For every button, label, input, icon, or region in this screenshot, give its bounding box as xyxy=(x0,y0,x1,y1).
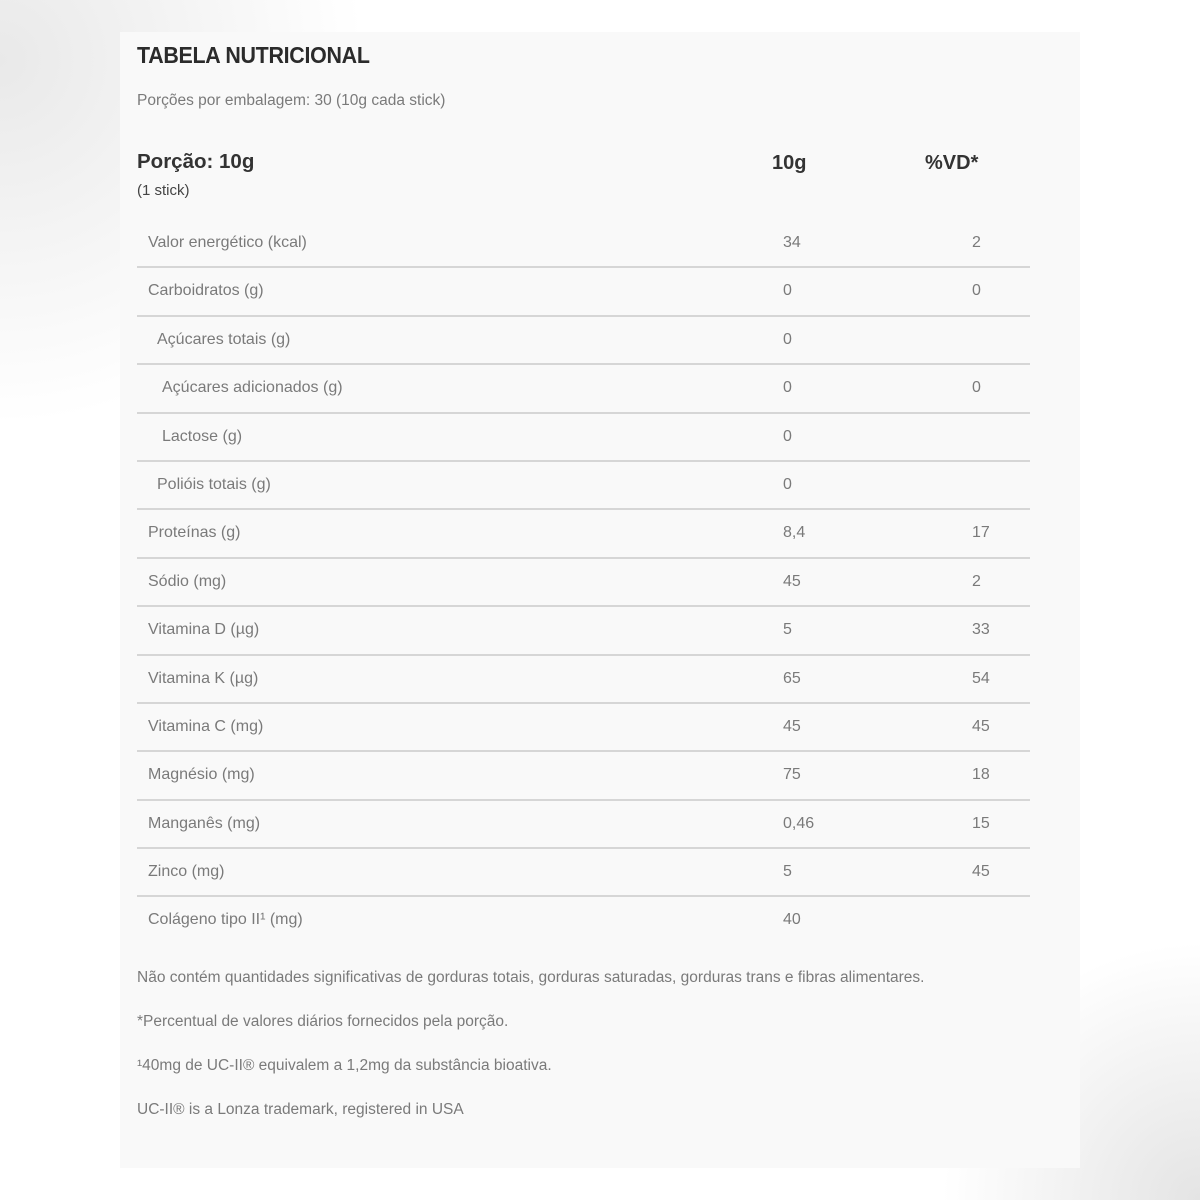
nutrition-panel xyxy=(120,32,1080,1168)
nutrient-label: Magnésio (mg) xyxy=(148,766,255,784)
portion-label: Porção: 10g xyxy=(137,150,255,173)
nutrient-amount: 40 xyxy=(783,911,801,929)
nutrient-amount: 34 xyxy=(783,234,801,251)
table-row xyxy=(137,752,1030,800)
nutrient-label: Valor energético (kcal) xyxy=(148,234,307,251)
nutrient-vd: 54 xyxy=(972,669,990,687)
table-row xyxy=(137,704,1030,752)
nutrient-label: Açúcares totais (g) xyxy=(157,330,291,348)
nutrient-vd: 2 xyxy=(972,572,981,590)
footnote-vd: *Percentual de valores diários fornecidos pela porção. xyxy=(137,1013,509,1030)
nutrient-label: Proteínas (g) xyxy=(148,524,241,542)
nutrient-vd: 15 xyxy=(972,814,990,832)
table-row xyxy=(137,317,1030,365)
table-row xyxy=(137,897,1030,945)
table-row xyxy=(137,607,1030,655)
table-row xyxy=(137,849,1030,897)
nutrient-label: Polióis totais (g) xyxy=(157,475,271,493)
nutrient-amount: 75 xyxy=(783,766,801,784)
nutrient-amount: 0 xyxy=(783,379,792,397)
nutrient-vd: 17 xyxy=(972,524,990,542)
table-row xyxy=(137,656,1030,704)
nutrient-label: Vitamina K (µg) xyxy=(148,669,259,687)
nutrient-vd: 18 xyxy=(972,766,990,784)
nutrient-vd: 0 xyxy=(972,282,981,300)
nutrient-vd: 45 xyxy=(972,717,990,735)
nutrient-vd: 33 xyxy=(972,621,990,639)
nutrition-table xyxy=(137,220,1030,946)
table-row xyxy=(137,462,1030,510)
nutrient-vd: 0 xyxy=(972,379,981,397)
nutrient-vd: 45 xyxy=(972,863,990,881)
nutrient-amount: 45 xyxy=(783,717,801,735)
nutrient-amount: 0 xyxy=(783,282,792,300)
nutrient-label: Vitamina D (µg) xyxy=(148,621,260,639)
nutrient-amount: 5 xyxy=(783,621,792,639)
portion-sub: (1 stick) xyxy=(137,182,190,199)
page-title: TABELA NUTRICIONAL xyxy=(137,42,370,68)
table-row xyxy=(137,220,1030,268)
footnote-not-significant: Não contém quantidades significativas de gorduras totais, gorduras saturadas, gorduras trans e fibras alimentares. xyxy=(137,969,925,986)
table-row xyxy=(137,365,1030,413)
nutrient-amount: 8,4 xyxy=(783,524,806,542)
column-header-amount: 10g xyxy=(772,152,807,174)
nutrient-label: Colágeno tipo II¹ (mg) xyxy=(148,911,303,929)
nutrient-label: Zinco (mg) xyxy=(148,863,225,881)
nutrient-label: Sódio (mg) xyxy=(148,572,227,590)
nutrient-amount: 0,46 xyxy=(783,814,815,832)
nutrient-label: Manganês (mg) xyxy=(148,814,261,832)
nutrient-amount: 65 xyxy=(783,669,801,687)
nutrient-amount: 5 xyxy=(783,863,792,881)
nutrient-amount: 0 xyxy=(783,475,792,493)
nutrient-amount: 0 xyxy=(783,427,792,445)
table-row xyxy=(137,801,1030,849)
nutrient-label: Carboidratos (g) xyxy=(148,282,264,300)
column-header-vd: %VD* xyxy=(925,152,979,174)
table-row xyxy=(137,414,1030,462)
servings-per-package: Porções por embalagem: 30 (10g cada stick) xyxy=(137,92,446,109)
table-row xyxy=(137,268,1030,316)
table-row xyxy=(137,559,1030,607)
nutrient-label: Açúcares adicionados (g) xyxy=(162,379,343,397)
footnotes xyxy=(137,967,967,1143)
nutrient-label: Lactose (g) xyxy=(162,427,243,445)
footnote-trademark: UC-II® is a Lonza trademark, registered in USA xyxy=(137,1101,464,1118)
table-row xyxy=(137,510,1030,558)
nutrient-amount: 0 xyxy=(783,330,792,348)
nutrient-amount: 45 xyxy=(783,572,801,590)
nutrient-label: Vitamina C (mg) xyxy=(148,717,264,735)
footnote-uc-ii: ¹40mg de UC-II® equivalem a 1,2mg da substância bioativa. xyxy=(137,1057,552,1074)
nutrient-vd: 2 xyxy=(972,234,981,251)
